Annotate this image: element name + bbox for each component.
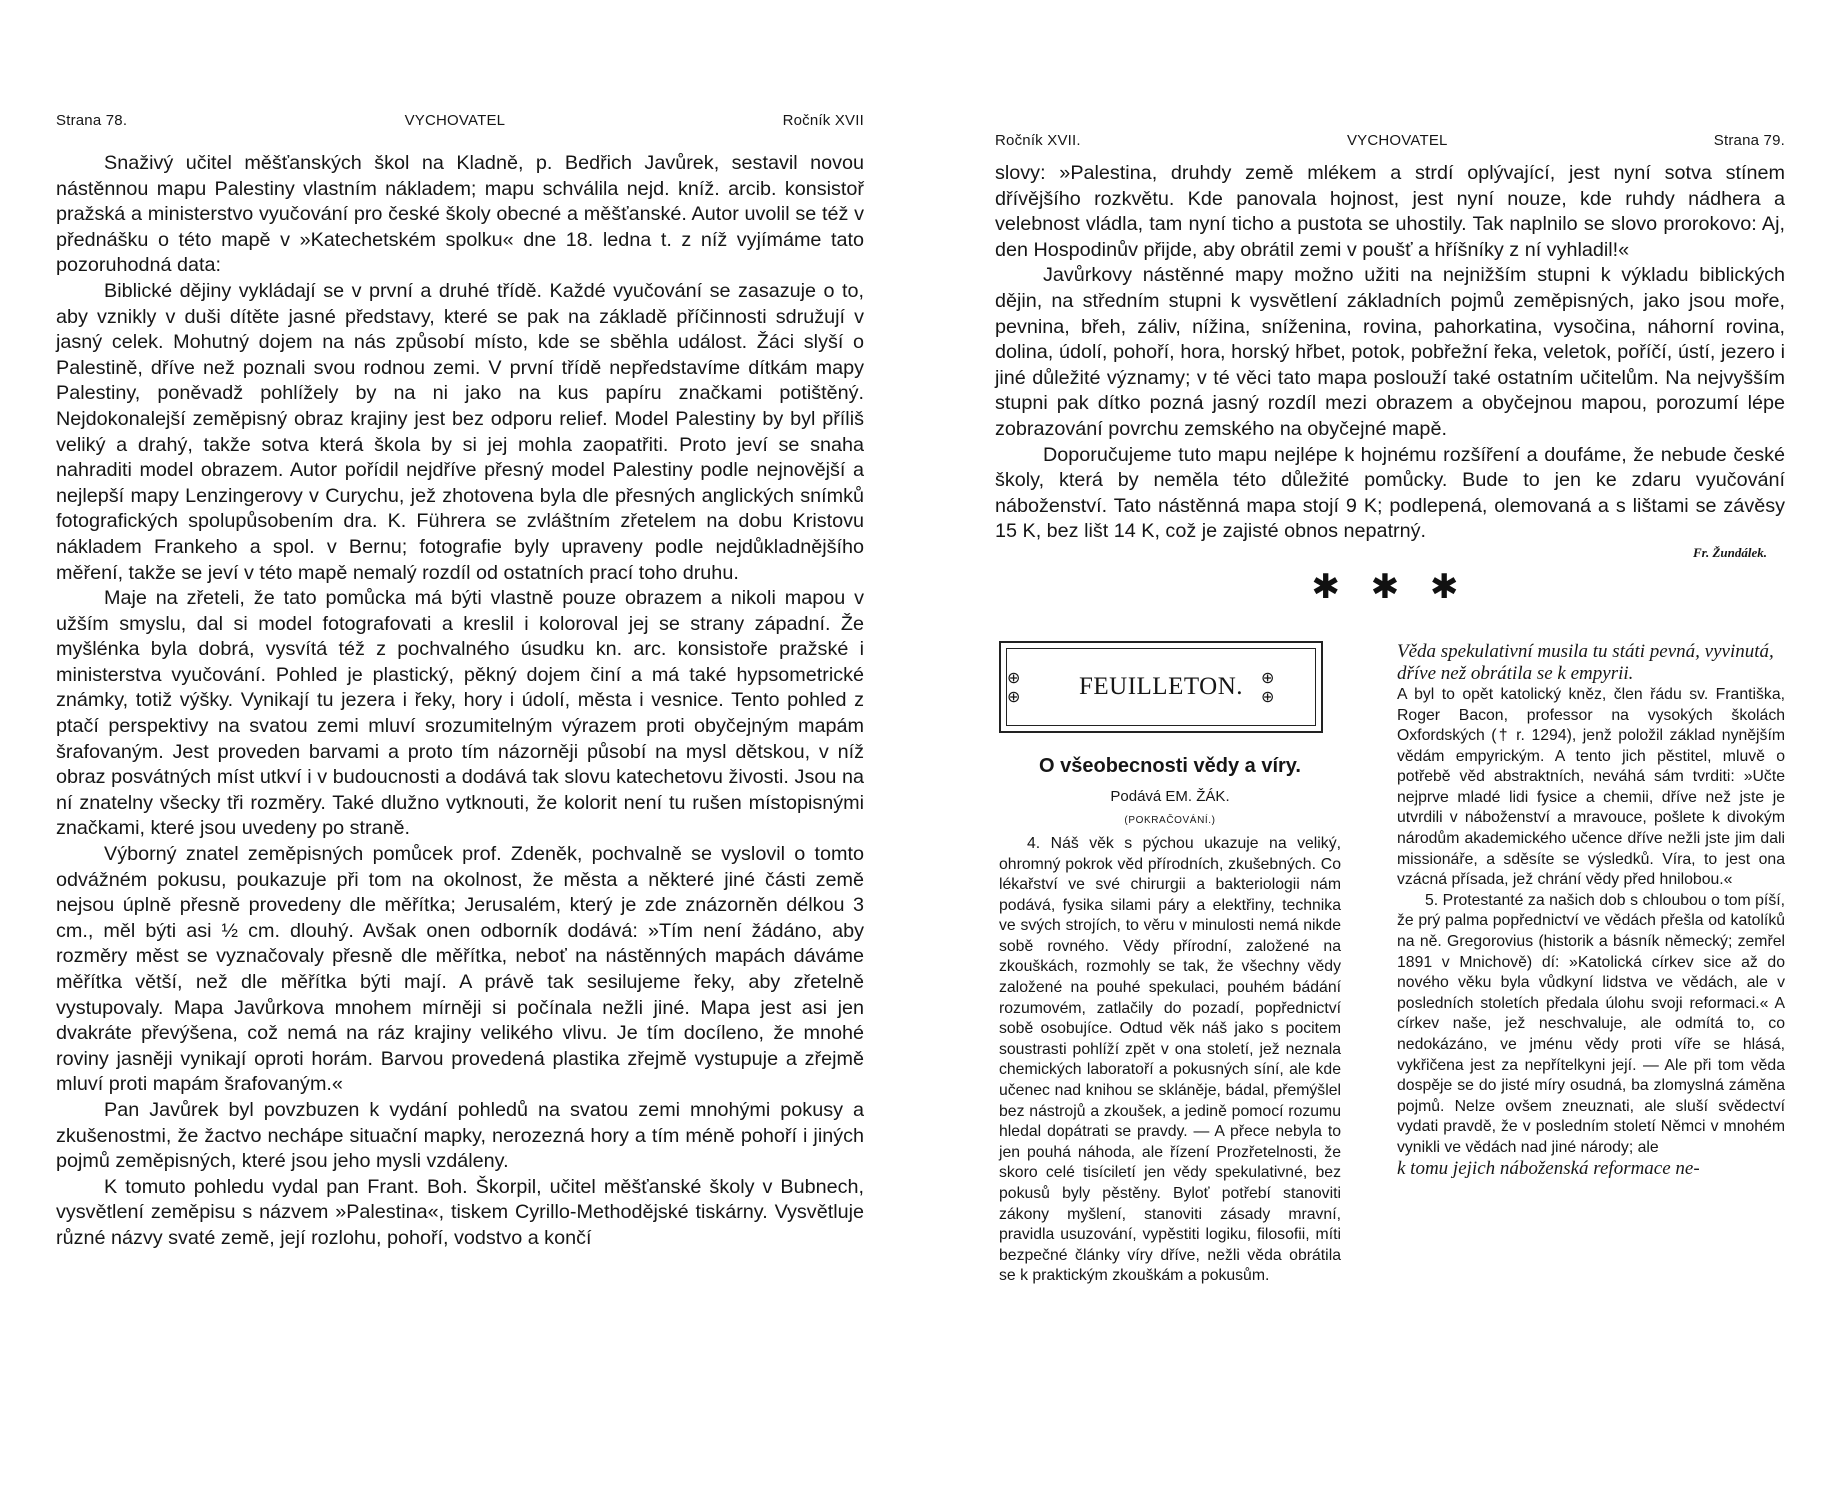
italic-line: k tomu jejich náboženská reformace ne- <box>1397 1157 1700 1179</box>
paragraph: Snaživý učitel měšťanských škol na Kladně, p. Bedřich Javůrek, sestavil novou nástěnnou mapu Palestiny vlastním nákladem; mapu schválila nejd. kníž. arcib. konsistoř pražská a ministerstvo vyučování pro české školy obecné a měšťanské. Autor uvolil se též v přednášku o této mapě v »Katechetském spolku« dne 18. ledna t. z níž vyjímáme tato pozoruhodná data: <box>56 152 864 277</box>
feuilleton-text <box>999 834 1341 1287</box>
ornament-right: ⊕ ⊕ <box>1261 667 1289 706</box>
page-number: Strana 78. <box>56 112 128 129</box>
paragraph: Pan Javůrek byl povzbuzen k vydání pohledů na svatou zemi mnohými pokusy a zkušenostmi, že žactvo nechápe situační mapky, nerozezná hory a tím méně pohoří i jiných pojmů zeměpisných, které jsou jeho mysli vzdáleny. <box>56 1098 864 1173</box>
article-body <box>995 161 1785 545</box>
right-page <box>995 0 1785 1361</box>
italic-lead: Věda spekulativní musila tu státi pevná, vyvinutá, dříve než obrátila se k empyrii. <box>1397 640 1774 684</box>
feuilleton-column-2 <box>1397 641 1785 1179</box>
feuilleton-column-1 <box>999 641 1341 1287</box>
paragraph: 5. Protestanté za našich dob s chloubou o tom píší, že prý palma popřednictví ve vědách přešla od katolíků na ně. Gregorovius (historik a básník německý; zemřel 1891 v Mnichově) dí: »Katolická církev sice až do nového věku byla vůdkyní lidstva ve vědách, ale v posledních stoletích předala úlohu svoji reformaci.« A církev naše, jež neschvaluje, ale odmítá to, co nedokázáno, ve jménu vědy proti víře se hlásá, vykřičena jest za nepřítelkyni její. — Ale při tom věda dospěje se do jisté míry osudná, ba zlomyslná záměna pojmů. Nelze ovšem zneuznati, ale sluší svědectví vydati pravdě, že v posledním století Němci v mnohém vynikli ve vědách nad jiné národy; ale <box>1397 891 1785 1156</box>
ornament-left: ⊕ ⊕ <box>1007 667 1035 706</box>
left-page <box>56 0 864 1252</box>
paragraph: Javůrkovy nástěnné mapy možno užiti na nejnižším stupni k výkladu biblických dějin, na středním stupni k vysvětlení základních pojmů zeměpisných, jako jsou moře, pevnina, břeh, záliv, nížina, sníženina, rovina, pahorkatina, vysočina, náhorní rovina, dolina, údolí, pohoří, hora, horský hřbet, potok, pobřežní řeka, veletok, poříčí, ústí, jezero i jiné důležité významy; v té věci tato mapa poslouží také ostatním učitelům. Na nejvyšším stupni pak dítko pozná jasný rozdíl mezi obrazem a obyčejnou mapou, porozumí lépe zobrazování povrchu zemského na obyčejné mapě. <box>995 264 1785 440</box>
paragraph: K tomuto pohledu vydal pan Frant. Boh. Škorpil, učitel měšťanské školy v Bubnech, vysvětlení zeměpisu s názvem »Palestina«, tiskem Cyrillo-Methodějské tiskárny. Vysvětluje různé názvy svaté země, její rozlohu, pohoří, vodstvo a končí <box>56 1175 864 1249</box>
paragraph: 4. Náš věk s pýchou ukazuje na veliký, ohromný pokrok věd přírodních, zkušebných. Co lékařství ve své chirurgii a bakteriologii nám podává, fysika silami páry a elektřiny, technika ve svých strojích, to věru v minulosti nemá nikde sobě rovného. Vědy přírodní, založené na zkouškách, rozmohly se tak, že všechny vědy založené na pouhé spekulaci, pouhém bádání rozumovém, zatlačily do pozadí, popřednictví sobě osobujíce. Odtud věk náš jako s pocitem soustrasti pohlíží zpět v ona století, jež neznala chemických laboratoří a pokusných síní, ale kde učenec nad knihou se skláněje, bádal, přemýšlel bez nástrojů a zkoušek, a jedině pomocí rozumu hledal dopátrati se pravdy. — A přece nebyla to jen pouhá náhoda, ale řízení Prozřetelnosti, že skoro celé tisíciletí jen vědy spekulativné, bez pokusů byly pěstěny. Byloť potřebí stanoviti zákony myšlení, stanoviti zásady mravní, pravidla usuzování, vypěstiti logiku, filosofii, míti bezpečné články víry dříve, nežli věda obrátila se k praktickým zkouškám a pokusům. <box>999 834 1341 1285</box>
feuilleton-text <box>1397 685 1785 1179</box>
page-number: Strana 79. <box>1713 132 1785 149</box>
feuilleton-byline: Podává EM. ŽÁK. <box>1110 787 1230 805</box>
section-divider-stars: ✱ ✱ ✱ <box>1311 566 1469 607</box>
paragraph: Doporučujeme tuto mapu nejlépe k hojnému rozšíření a doufáme, že nebude české školy, která by neměla této důležité pomůcky. Bude to jen ke zdaru vyučování náboženství. Tato nástěnná mapa stojí 9 K; podlepená, olemovaná a s lištami se závěsy 15 K, bez lišt 14 K, což je zajisté obnos nepatrný. <box>995 443 1785 543</box>
feuilleton-section <box>995 641 1785 1361</box>
paragraph: Výborný znatel zeměpisných pomůcek prof. Zdeněk, pochvalně se vyslovil o tomto odvážném pokusu, poukazuje při tom na okolnost, že města a některé jiné části země nejsou úplně přesně provedeny dle měřítka; Jerusalém, který je zde znázorněn délkou 3 cm., měl býti asi ½ cm. dlouhý. Avšak onen odborník dodává: »Tím není žádáno, aby rozměry měst se vyznačovaly přesně dle měřítka, neboť na nástěnných mapách dáváme měřítka větší, než dle měřítka býti mají. A právě tak sesilujeme řeky, aby zřetelně vystupovaly. Mapa Javůrkova mnohem mírněji si počínala nežli jiné. Mapa jest asi jen dvakráte převýšena, což nemá na ráz krajiny velikého vlivu. Je tím docíleno, že mnohé roviny jasněji vynikají oproti horám. Barvou provedená plastika zřejmě vystupuje a zřejmě mluví proti mapám šrafovaným.« <box>56 843 864 1096</box>
running-header <box>995 132 1785 149</box>
volume-label: Ročník XVII <box>782 112 864 129</box>
paragraph: Biblické dějiny vykládají se v první a druhé třídě. Každé vyučování se zasazuje o to, aby vznikly v duši dítěte jasné představy, které se pak na základě příčinnosti sdružují v jasný celek. Mohutný dojem na nás způsobí místo, kde se sběhla událost. Žáci slyší o Palestině, dříve než poznali svou rodnou zemi. V první třídě nepředstavíme dítkám mapy Palestiny, poněvadž pohlížely by na ni jako na kus papíru značkami potištěný. Nejdokonalejší zeměpisný obraz krajiny jest bez odporu relief. Model Palestiny by byl příliš veliký a drahý, takže sotva která škola by si jej mohla zaopatřiti. Proto jeví se snaha nahraditi model obrazem. Autor pořídil nejdříve přesný model Palestiny podle nejnovější a nejlepší mapy Lenzingerovy v Curychu, jež zhotovena byla dle přesných anglických snímků fotografických spolupůsobením dra. K. Führera se zvláštním zřetelem na dobu Kristovu nákladem Frankeho a spol. v Bernu; fotografie byly upraveny podle nejdůkladnějšího měření, takže se jeví v této mapě nemalý rozdíl od ostatních prací toho druhu. <box>56 279 864 584</box>
volume-label: Ročník XVII. <box>995 132 1081 149</box>
author-signature: Fr. Žundálek. <box>1692 544 1767 560</box>
feuilleton-label: FEUILLETON. <box>1078 672 1244 700</box>
journal-title: VYCHOVATEL <box>1346 132 1448 149</box>
feuilleton-banner-inner <box>1006 648 1316 726</box>
continued-note: (POKRAČOVÁNÍ.) <box>1124 814 1216 826</box>
paragraph: A byl to opět katolický kněz, člen řádu sv. Františka, Roger Bacon, professor na vysokých školách Oxfordských († r. 1294), jenž položil základ nynějším vědám empyrickým. A tento jich pěstitel, mluvě o potřebě věd abstraktních, neváhá sám tvrditi: »Učte nejprve mladé lidi fysice a chemii, dříve než jste je utvrdili v náboženství a mravouce, pošlete k divokým národům akademického učence dříve nežli jste jim dali missionáře, a sděsíte se výsledků. Víra, to jest ona vzácná přísada, jež chrání vědy před hnilobou.« <box>1397 685 1785 889</box>
feuilleton-article-title: O všeobecnosti vědy a víry. <box>1039 754 1301 777</box>
running-header <box>56 112 864 129</box>
feuilleton-banner <box>999 641 1323 733</box>
article-body <box>56 151 864 1252</box>
paragraph: slovy: »Palestina, druhdy země mlékem a strdí oplývající, jest nyní sotva stínem dřívějšího rozkvětu. Kde panovala hojnost, jest nyní nouze, kde ruhdy nádhera a velebnost vládla, tam nyní ticho a pustota se uhostily. Tak naplnilo se slovo prorokovo: Aj, den Hospodinův přijde, aby obrátil zemi v poušť a hříšníky z ní vyhladil!« <box>995 162 1785 261</box>
paragraph: Maje na zřeteli, že tato pomůcka má býti vlastně pouze obrazem a nikoli mapou v užším smyslu, dal si model fotografovati a kreslil i koloroval jej se strany západní. Že myšlénka byla dobrá, vysvítá též z pochvalného úsudku kn. arc. konsistoře pražské i ministerstva vyučování. Pohled je plastický, pěkný dojem činí a má také hypsometrické známky, totiž výšky. Vynikají tu jezera i řeky, hory i údolí, města i vesnice. Tento pohled z ptačí perspektivy na svatou zemi mluví srozumitelným výrazem proti obyčejným mapám šrafovaným. Jest proveden barvami a proto tím názorněji působí na mysl dětskou, v níž obraz posvátných míst utkví i v budoucnosti a dodává tak slovu katechetovu živosti. Jsou na ní znatelny všecky tři rozměry. Také dlužno vytknouti, že kolorit není tu rušen místopisnými značkami, které jsou uvedeny po straně. <box>56 587 864 840</box>
journal-title: VYCHOVATEL <box>404 112 506 129</box>
